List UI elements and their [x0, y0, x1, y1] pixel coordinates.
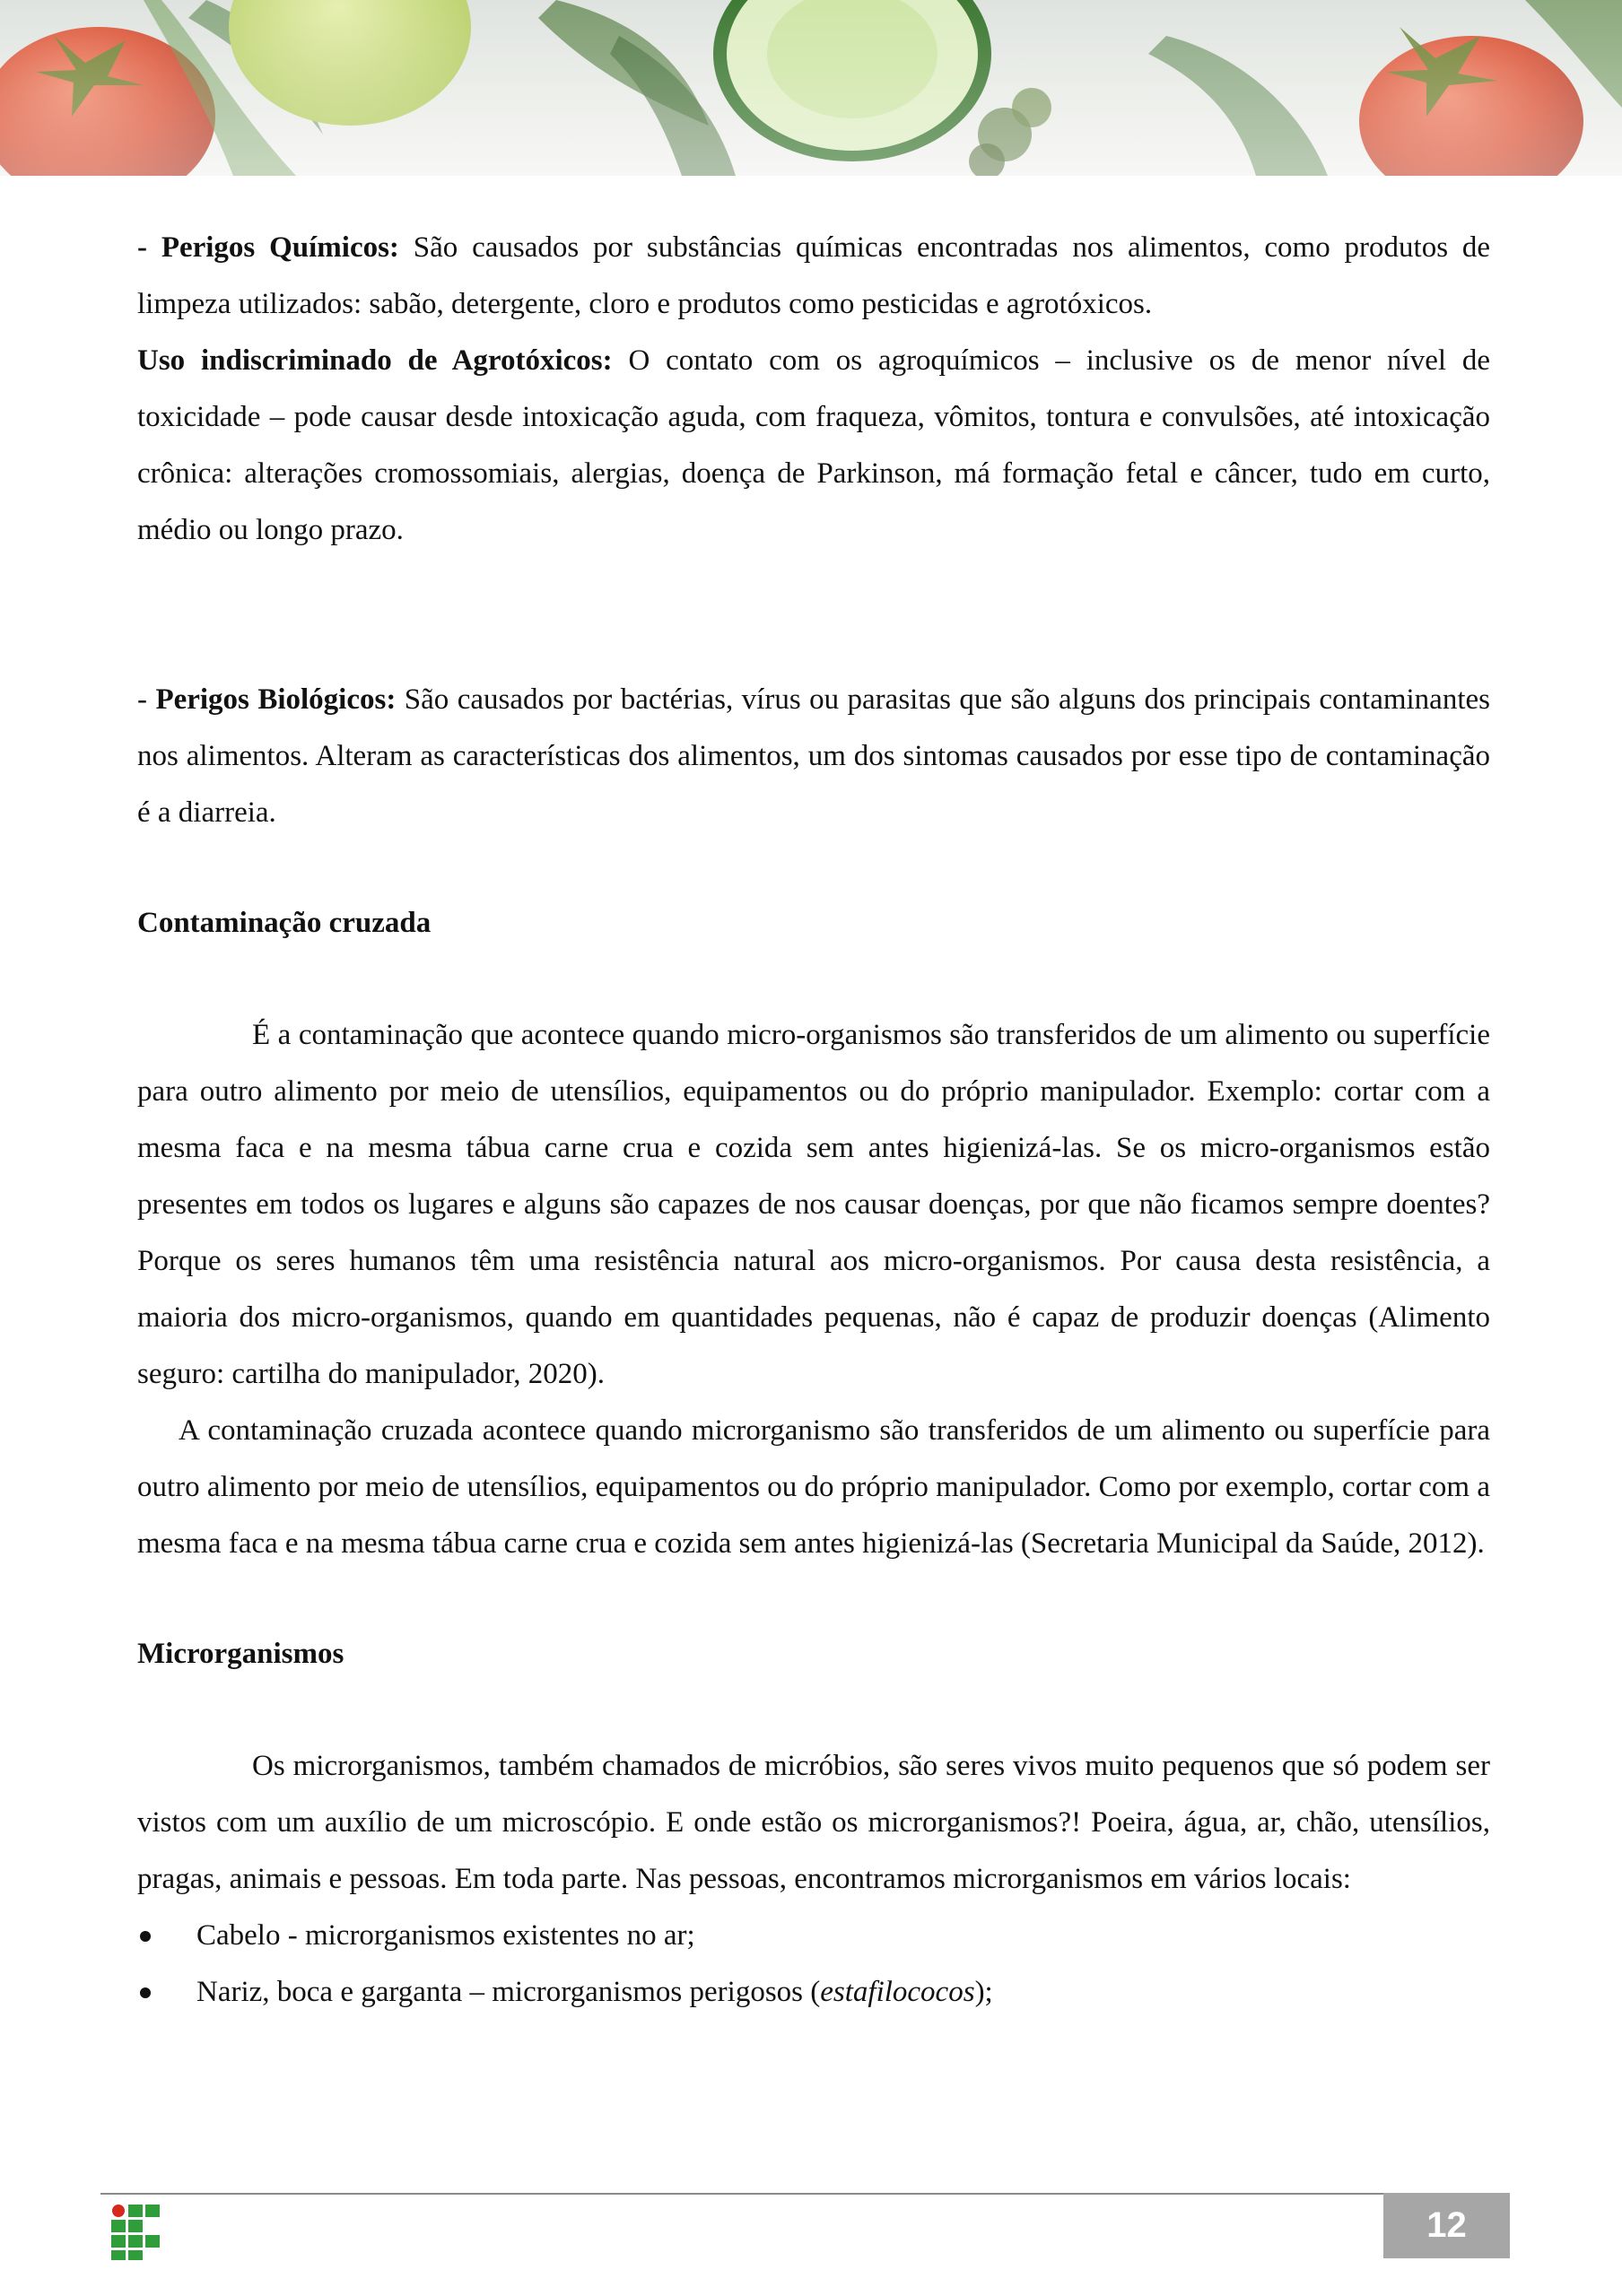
lead-perigos-quimicos: - Perigos Químicos: [137, 231, 399, 264]
spacer [137, 952, 1490, 1007]
list-item-text-italic: estafilococos [820, 1976, 975, 2008]
lead-perigos-biologicos: Perigos Biológicos: [155, 683, 397, 716]
lead-agrotoxicos: Uso indiscriminado de Agrotóxicos: [137, 344, 613, 377]
paragraph-perigos-biologicos [137, 672, 1490, 841]
list-item-text-after: ); [974, 1976, 993, 2008]
footer-divider [100, 2193, 1383, 2195]
heading-microrganismos: Microrganismos [137, 1638, 344, 1670]
vegetables-illustration [0, 0, 1622, 176]
spacer [137, 1683, 1490, 1738]
list-item-text-before: Nariz, boca e garganta – microrganismos perigosos ( [196, 1976, 821, 2008]
list-item [137, 1908, 1490, 1964]
institution-logo-icon [111, 2205, 161, 2260]
header-vegetables-image [0, 0, 1622, 176]
prefix-perigos-biologicos: - [137, 683, 156, 716]
bullet-icon [140, 1987, 151, 1998]
heading-contaminacao-cruzada: Contaminação cruzada [137, 907, 432, 939]
paragraph-perigos-quimicos [137, 220, 1490, 333]
page-number: 12 [1383, 2193, 1510, 2258]
text-agrotoxicos: O contato com os agroquímicos – inclusive os de menor nível de toxicidade – pode causar desde intoxicação aguda, com fraqueza, vômitos, tontura e convulsões, até intoxicação crônica: alterações cromossomiais, alergias, doença de Parkinson, má formação fetal e câncer, tudo em curto, médio ou longo prazo. [137, 344, 1490, 546]
paragraph-microrganismos: Os microrganismos, também chamados de micróbios, são seres vivos muito pequenos que só podem ser vistos com um auxílio de um microscópio. E onde estão os microrganismos?! Poeira, água, ar, chão, utensílios, pragas, animais e pessoas. Em toda parte. Nas pessoas, encontramos microrganismos em vários locais: [137, 1750, 1490, 1895]
paragraph-agrotoxicos [137, 333, 1490, 559]
spacer [137, 1572, 1490, 1626]
bullet-icon [140, 1931, 151, 1942]
list-item [137, 1964, 1490, 2021]
text-perigos-quimicos: São causados por substâncias químicas encontradas nos alimentos, como produtos de limpeza utilizados: sabão, detergente, cloro e produtos como pesticidas e agrotóxicos. [137, 231, 1491, 320]
spacer [137, 559, 1490, 672]
list-item-text: Cabelo - microrganismos existentes no ar; [196, 1919, 695, 1952]
bullet-list [137, 1908, 1490, 2021]
spacer [137, 841, 1490, 895]
text-perigos-biologicos: São causados por bactérias, vírus ou parasitas que são alguns dos principais contaminantes nos alimentos. Alteram as características dos alimentos, um dos sintomas causados por esse tipo de contaminação é a diarreia. [137, 683, 1490, 829]
paragraph-contaminacao-1: É a contaminação que acontece quando micro-organismos são transferidos de um alimento ou superfície para outro alimento por meio de utensílios, equipamentos ou do próprio manipulador. Exemplo: cortar com a mesma faca e na mesma tábua carne crua e cozida sem antes higienizá-las. Se os micro-organismos estão presentes em todos os lugares e alguns são capazes de nos causar doenças, por que não ficamos sempre doentes? Porque os seres humanos têm uma resistência natural aos micro-organismos. Por causa desta resistência, a maioria dos micro-organismos, quando em quantidades pequenas, não é capaz de produzir doenças (Alimento seguro: cartilha do manipulador, 2020). [137, 1019, 1490, 1390]
paragraph-contaminacao-2: A contaminação cruzada acontece quando microrganismo são transferidos de um alimento ou superfície para outro alimento por meio de utensílios, equipamentos ou do próprio manipulador. Como por exemplo, cortar com a mesma faca e na mesma tábua carne crua e cozida sem antes higienizá-las (Secretaria Municipal da Saúde, 2012). [137, 1414, 1490, 1560]
page-content [137, 220, 1490, 2021]
